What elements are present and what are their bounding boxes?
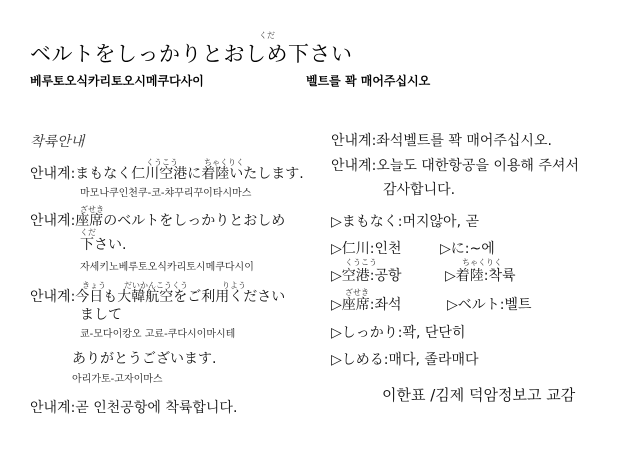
announcement-line-4: ありがとうございます. [72, 351, 217, 367]
ruby-zaseki: ざせき [80, 205, 104, 214]
vocab-item-mamonaku: ▷まもなく:머지않아, 곧 [331, 214, 480, 230]
title-translation: 벨트를 꽉 매어주십시오 [306, 74, 431, 88]
vocab-item-chakuriku: ▷着陸:착륙 [445, 268, 516, 284]
reading-line-3: 쿄-모다이캉오 고료-쿠다시이마시테 [80, 329, 236, 340]
announcement-line-3b: まして [80, 307, 122, 323]
title-reading: 베루토오식카리토오시메쿠다사이 [30, 74, 204, 88]
announcement-line-2: 안내계:座席のベルトをしっかりとおしめ [30, 213, 286, 229]
vocab-ruby-chakuriku: ちゃくりく [462, 258, 502, 267]
author-credit: 이한표 /김제 덕암정보고 교감 [382, 386, 576, 404]
vocab-item-kuukou: ▷空港:공항 [331, 268, 402, 284]
ruby-chakuriku: ちゃくりく [204, 158, 244, 167]
vocab-item-incheon: ▷仁川:인천 [331, 241, 402, 257]
title-ruby: くだ [259, 31, 275, 40]
ruby-kuda: くだ [80, 228, 96, 237]
right-line-3: 감사합니다. [383, 182, 456, 198]
vocab-item-zaseki: ▷座席:좌석 [331, 297, 402, 313]
section-heading: 착륙안내 [30, 134, 85, 150]
announcement-line-1: 안내계:まもなく仁川空港に着陸いたします. [30, 166, 304, 182]
reading-line-2: 자세키노베루토오식카리토시메쿠다시이 [80, 262, 254, 273]
announcement-line-3: 안내계:今日も大韓航空をご利用ください [30, 289, 286, 305]
ruby-riyou: りよう [222, 281, 246, 290]
vocab-item-shimeru: ▷しめる:매다, 졸라매다 [331, 352, 479, 368]
reading-line-1: 마모나쿠인천쿠-코-챠꾸리꾸이타시마스 [80, 188, 252, 199]
right-line-1: 안내계:좌석벨트를 꽉 매어주십시오. [331, 133, 552, 149]
vocab-ruby-kuukou: くうこう [345, 258, 377, 267]
ruby-kyou: きょう [82, 281, 106, 290]
reading-line-4: 아리가토-고자이마스 [72, 374, 163, 385]
announcement-line-2b: 下さい. [80, 237, 127, 253]
right-line-2: 안내계:오늘도 대한항공을 이용해 주셔서 [331, 158, 579, 174]
announcement-line-5: 안내계:곧 인천공항에 착륙합니다. [30, 400, 238, 416]
vocab-item-shikkari: ▷しっかり:꽉, 단단히 [331, 325, 466, 341]
page-title: ベルトをしっかりとおしめ下さい [30, 42, 353, 66]
vocab-item-ni: ▷に:~에 [440, 241, 495, 257]
ruby-kuukou: くうこう [146, 158, 178, 167]
vocab-item-beruto: ▷ベルト:벨트 [447, 297, 532, 313]
vocab-ruby-zaseki: ざせき [345, 288, 369, 297]
ruby-daikankoukuu: だいかんこうくう [124, 281, 188, 290]
